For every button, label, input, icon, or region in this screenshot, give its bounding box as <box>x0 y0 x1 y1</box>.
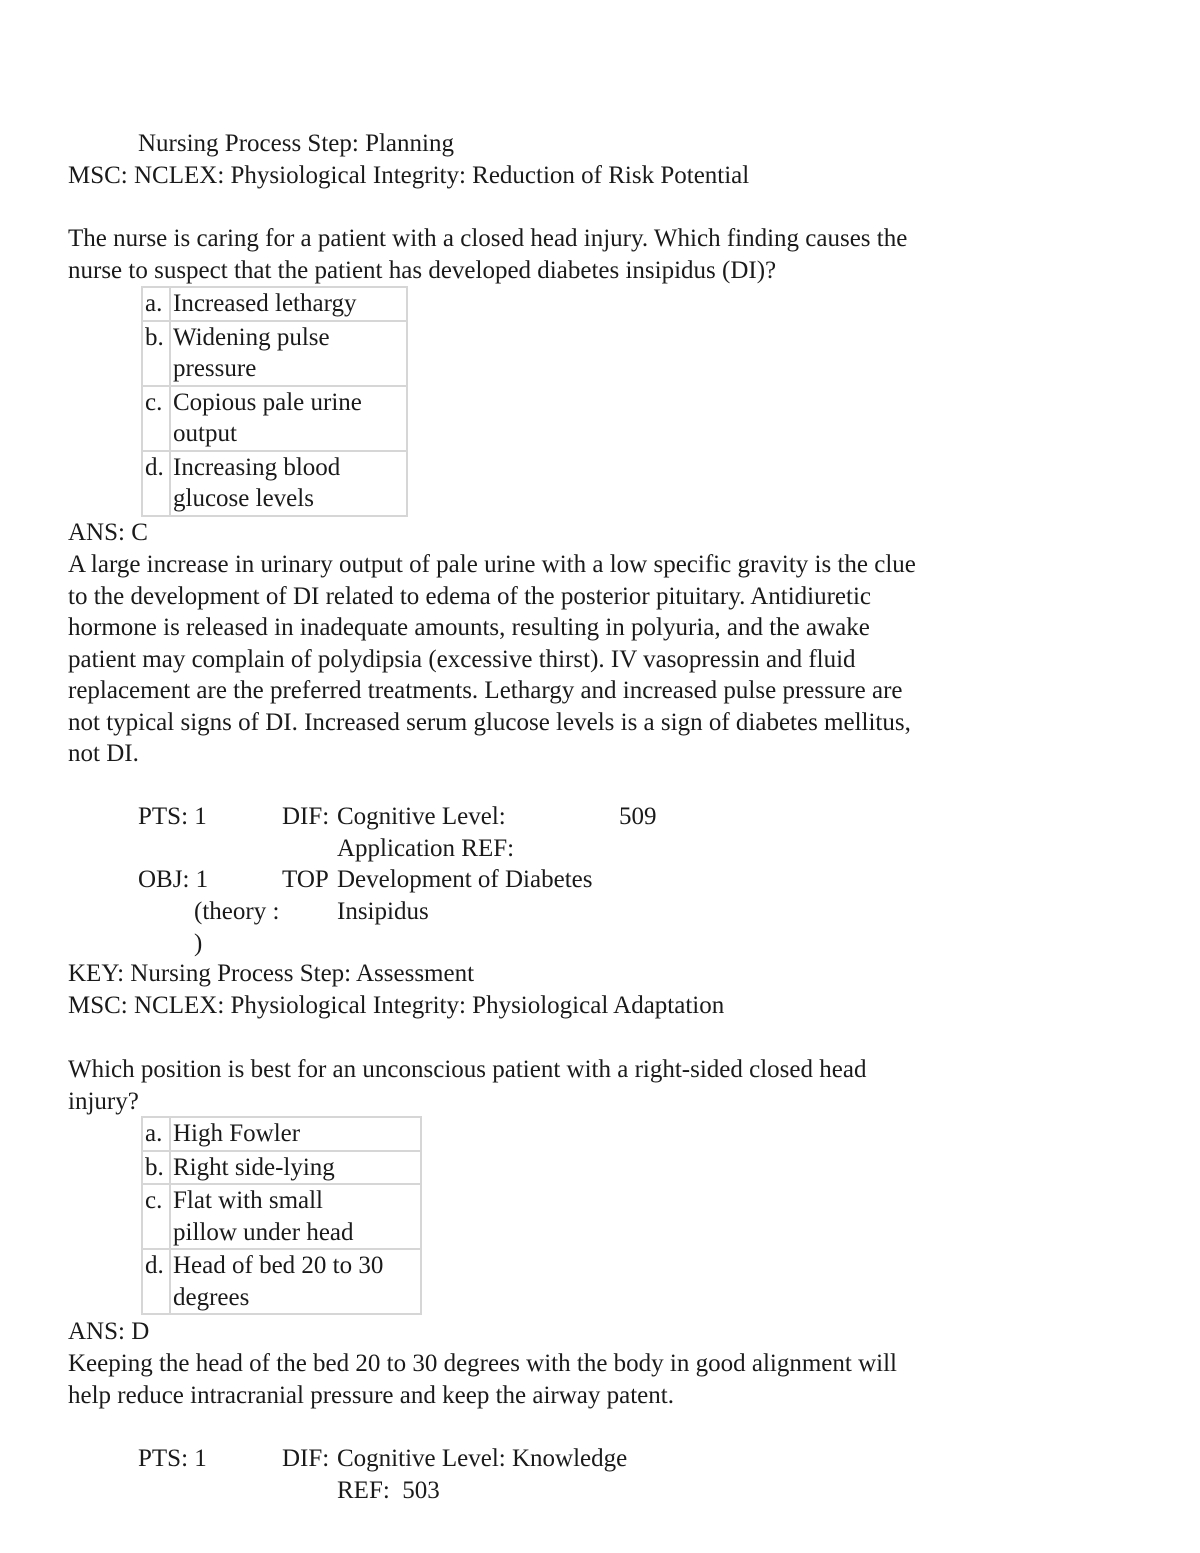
question-1-obj-sub: (theory : ) <box>194 898 280 957</box>
option-d <box>142 451 407 516</box>
option-a <box>142 287 407 321</box>
key-line: Nursing Process Step: Planning <box>138 130 454 157</box>
question-2-stem-line-2: injury? <box>68 1088 139 1115</box>
question-2-pts: PTS: 1 <box>138 1445 207 1472</box>
option-text: Right side-lying <box>170 1151 421 1185</box>
option-c <box>142 386 407 451</box>
option-d <box>142 1249 421 1314</box>
option-letter: c. <box>142 386 170 451</box>
option-b <box>142 321 407 386</box>
option-text: Head of bed 20 to 30 degrees <box>170 1249 421 1314</box>
question-1-dif-value: Cognitive Level: Application REF: <box>337 803 515 862</box>
option-text: Flat with small pillow under head <box>170 1184 421 1249</box>
option-letter: c. <box>142 1184 170 1249</box>
question-2-rationale: Keeping the head of the bed 20 to 30 degrees with the body in good alignment will help reduce intracranial pressure and keep the airway patent. <box>68 1350 897 1409</box>
question-2-dif-value: Cognitive Level: Knowledge <box>337 1445 628 1472</box>
option-text: Widening pulse pressure <box>170 321 407 386</box>
option-letter: d. <box>142 451 170 516</box>
option-text: Copious pale urine output <box>170 386 407 451</box>
option-letter: b. <box>142 1151 170 1185</box>
question-1-stem-line-2: nurse to suspect that the patient has developed diabetes insipidus (DI)? <box>68 257 777 284</box>
question-2-stem-line-1: Which position is best for an unconscious patient with a right-sided closed head <box>68 1056 867 1083</box>
question-1-key: KEY: Nursing Process Step: Assessment <box>68 960 475 987</box>
question-1-top-label: TOP <box>282 866 329 893</box>
option-text: Increasing blood glucose levels <box>170 451 407 516</box>
option-text: Increased lethargy <box>170 287 407 321</box>
msc-line: MSC: NCLEX: Physiological Integrity: Reduction of Risk Potential <box>68 162 750 189</box>
option-b <box>142 1151 421 1185</box>
question-1-msc: MSC: NCLEX: Physiological Integrity: Physiological Adaptation <box>68 992 725 1019</box>
option-letter: a. <box>142 1117 170 1151</box>
option-letter: a. <box>142 287 170 321</box>
option-a <box>142 1117 421 1151</box>
option-letter: b. <box>142 321 170 386</box>
question-2-ref: REF: 503 <box>337 1477 440 1504</box>
question-2-options <box>141 1116 422 1315</box>
question-1-options <box>141 286 408 517</box>
question-1-top-value: Development of Diabetes Insipidus <box>337 866 593 925</box>
option-letter: d. <box>142 1249 170 1314</box>
question-2-answer: ANS: D <box>68 1318 150 1345</box>
option-c <box>142 1184 421 1249</box>
question-1-stem-line-1: The nurse is caring for a patient with a closed head injury. Which finding causes the <box>68 225 908 252</box>
option-text: High Fowler <box>170 1117 421 1151</box>
question-1-ref: 509 <box>619 803 657 830</box>
question-1-rationale: A large increase in urinary output of pale urine with a low specific gravity is the clue to the development of DI related to edema of the posterior pituitary. Antidiuretic hormone is released in inadequate amounts, resulting in polyuria, and the awake patient may complain of polydipsia (excessive thirst). IV vasopressin and fluid replacement are the preferred treatments. Lethargy and increased pulse pressure are not typical signs of DI. Increased serum glucose levels is a sign of diabetes mellitus, not DI. <box>68 551 916 767</box>
question-1-dif-label: DIF: <box>282 803 330 830</box>
question-1-answer: ANS: C <box>68 519 148 546</box>
question-1-obj: OBJ: 1 <box>138 866 209 893</box>
question-1-pts: PTS: 1 <box>138 803 207 830</box>
question-2-dif-label: DIF: <box>282 1445 330 1472</box>
